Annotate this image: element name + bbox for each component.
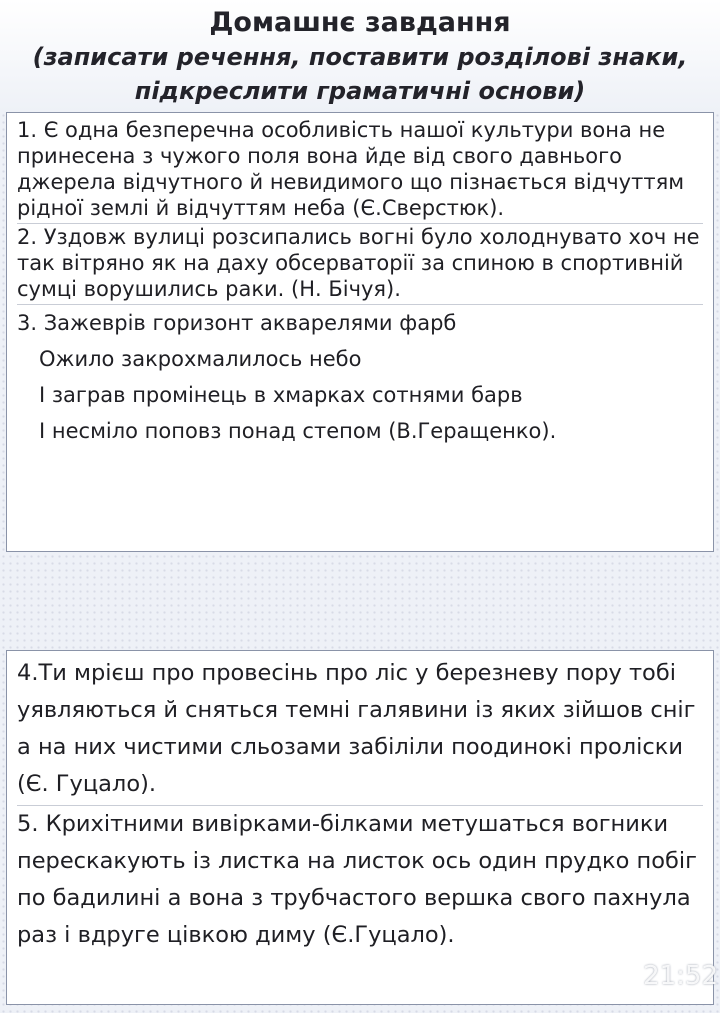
poem-line-4: І несміло поповз понад степом (В.Геращенко). <box>39 419 557 443</box>
header <box>0 0 720 112</box>
page-title: Домашнє завдання <box>209 7 511 38</box>
poem-line-2: Ожило закрохмалилось небо <box>39 347 362 371</box>
exercise-4: 4.Ти мрієш про провесінь про ліс у березневу пору тобі уявляються й сняться темні галявини із яких зійшов сніг а на них чистими сльозами забіліли поодинокі проліски (Є. Гуцало). <box>17 655 703 806</box>
exercise-2: 2. Уздовж вулиці розсипались вогні було холоднувато хоч не так вітряно як на даху обсерваторії за спиною в спортивній сумці ворушились раки. (Н. Бічуя). <box>17 224 703 305</box>
exercise-1: 1. Є одна безперечна особливість нашої культури вона не принесена з чужого поля вона йде від свого давнього джерела відчутного й невидимого що пізнається відчуттям рідної землі й відчуттям неба (Є.Сверстюк). <box>17 117 703 224</box>
exercise-3 <box>17 305 703 451</box>
exercise-box-2 <box>6 650 714 1005</box>
poem-line-1: 3. Зажеврів горизонт акварелями фарб <box>17 311 457 335</box>
page-subtitle: (записати речення, поставити розділові знаки, підкреслити граматичні основи) <box>32 43 688 105</box>
poem-line-3: І заграв промінець в хмарках сотнями барв <box>39 383 523 407</box>
timestamp-overlay: 21:52 <box>643 961 718 991</box>
exercise-box-1 <box>6 112 714 552</box>
exercise-5: 5. Крихітними вивірками-білками метушаться вогники перескакують із листка на листок ось один прудко побіг по бадилині а вона з трубчастого вершка свого пахнула раз і вдруге цівкою диму (Є.Гуцало). <box>17 811 697 948</box>
